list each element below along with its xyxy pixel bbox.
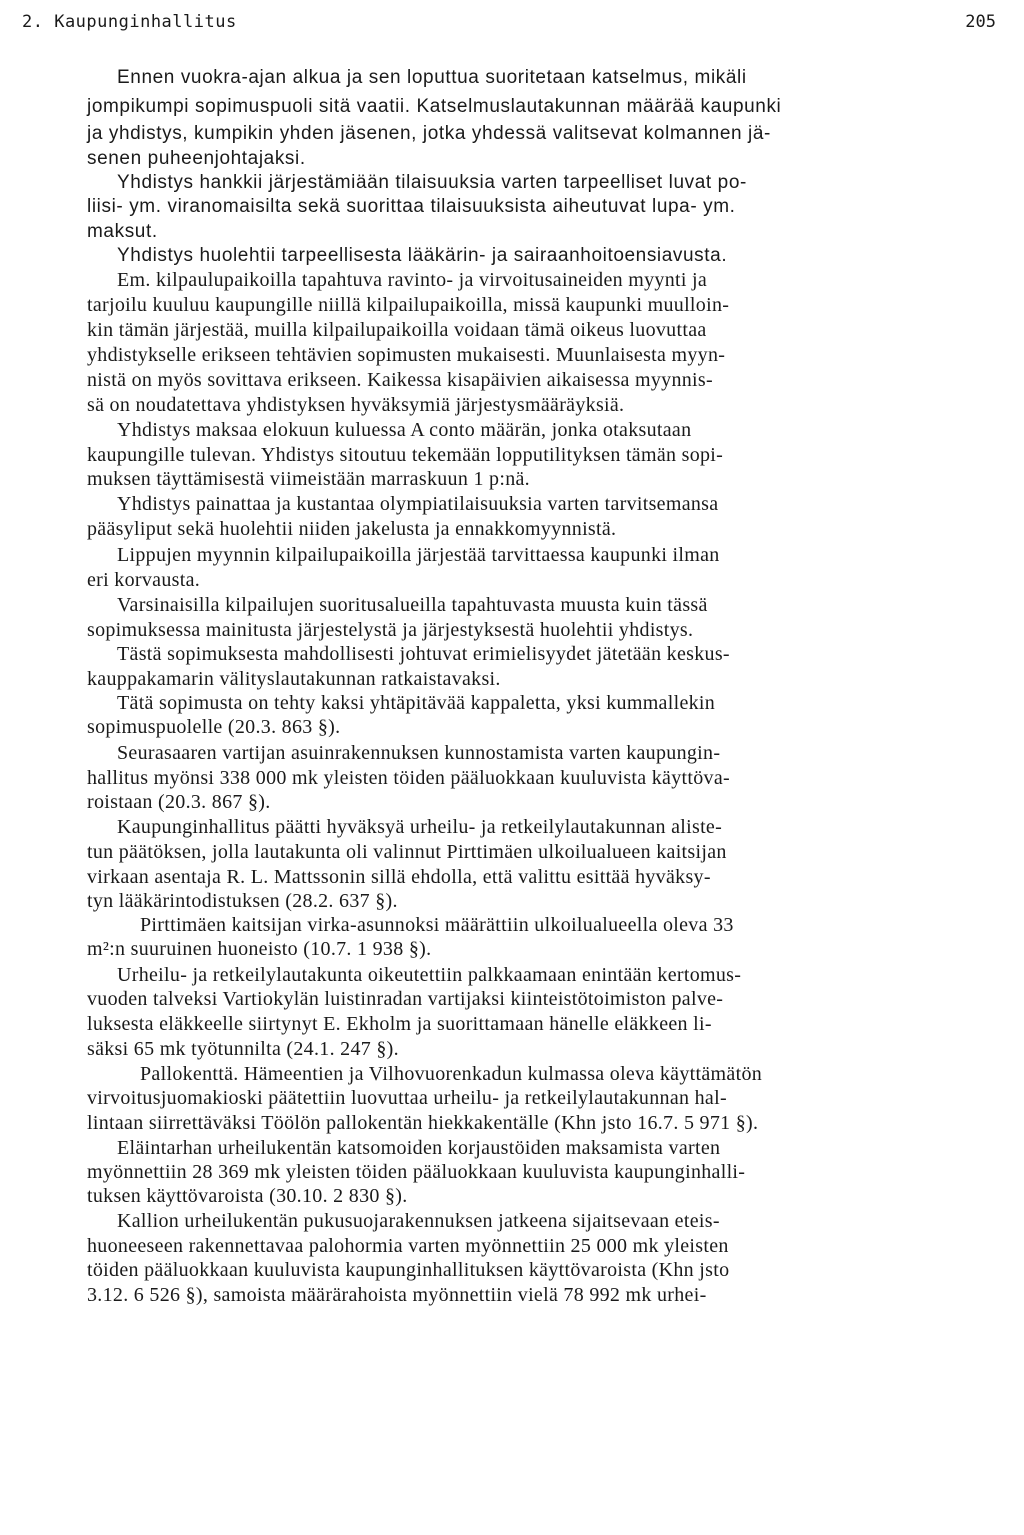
text-line: vuoden talveksi Vartiokylän luistinradan vartijaksi kiinteistötoimiston palve- <box>87 988 724 1010</box>
text-line: eri korvausta. <box>87 569 201 591</box>
text-line: tarjoilu kuuluu kaupungille niillä kilpailupaikoilla, missä kaupunki muulloin- <box>87 294 730 316</box>
text-line: Yhdistys painattaa ja kustantaa olympiatilaisuuksia varten tarvitsemansa <box>117 493 719 515</box>
text-line: säksi 65 mk työtunnilta (24.1. 247 §). <box>87 1038 399 1060</box>
text-line: Seurasaaren vartijan asuinrakennuksen kunnostamista varten kaupungin- <box>117 742 721 764</box>
text-line: Ennen vuokra-ajan alkua ja sen loputtua suoritetaan katselmus, mikäli <box>117 67 747 88</box>
text-line: kauppakamarin välityslautakunnan ratkaistavaksi. <box>87 668 501 690</box>
text-line: ja yhdistys, kumpikin yhden jäsenen, jotka yhdessä valitsevat kolmannen jä- <box>87 123 771 144</box>
text-line: Lippujen myynnin kilpailupaikoilla järjestää tarvittaessa kaupunki ilman <box>117 544 720 566</box>
text-line: maksut. <box>87 221 158 242</box>
text-line: Pallokenttä. Hämeentien ja Vilhovuorenkadun kulmassa oleva käyttämätön <box>140 1063 763 1085</box>
text-line: huoneeseen rakennettavaa palohormia varten myönnettiin 25 000 mk yleisten <box>87 1235 729 1257</box>
text-line: Yhdistys hankkii järjestämiään tilaisuuksia varten tarpeelliset luvat po- <box>117 172 747 193</box>
text-line: Varsinaisilla kilpailujen suoritusalueilla tapahtuvasta muusta kuin tässä <box>117 594 708 616</box>
text-line: liisi- ym. viranomaisilta sekä suorittaa tilaisuuksista aiheutuvat lupa- ym. <box>87 196 736 217</box>
text-line: roistaan (20.3. 867 §). <box>87 791 271 813</box>
text-line: Kaupunginhallitus päätti hyväksyä urheilu- ja retkeilylautakunnan aliste- <box>117 816 723 838</box>
text-line: lintaan siirrettäväksi Töölön pallokentän hiekkakentälle (Khn jsto 16.7. 5 971 §). <box>87 1112 759 1134</box>
text-line: Kallion urheilukentän pukusuojarakennuksen jatkeena sijaitsevaan eteis- <box>117 1210 720 1232</box>
text-line: 3.12. 6 526 §), samoista määrärahoista myönnettiin vielä 78 992 mk urhei- <box>87 1284 707 1306</box>
page-number: 205 <box>965 12 996 32</box>
running-head: 2. Kaupunginhallitus <box>22 12 237 32</box>
text-line: Yhdistys huolehtii tarpeellisesta lääkärin- ja sairaanhoitoensiavusta. <box>117 245 728 266</box>
text-line: jompikumpi sopimuspuoli sitä vaatii. Katselmuslautakunnan määrää kaupunki <box>87 96 782 117</box>
text-line: hallitus myönsi 338 000 mk yleisten töiden pääluokkaan kuuluvista käyttöva- <box>87 767 730 789</box>
text-line: töiden pääluokkaan kuuluvista kaupunginhallituksen käyttövaroista (Khn jsto <box>87 1259 730 1281</box>
text-line: kaupungille tulevan. Yhdistys sitoutuu tekemään lopputilityksen tämän sopi- <box>87 444 724 466</box>
text-line: Yhdistys maksaa elokuun kuluessa A conto määrän, jonka otaksutaan <box>117 419 692 441</box>
text-line: Em. kilpaulupaikoilla tapahtuva ravinto- ja virvoitusaineiden myynti ja <box>117 269 708 291</box>
text-line: nistä on myös sovittava erikseen. Kaikessa kisapäivien aikaisessa myynnis- <box>87 369 713 391</box>
text-line: Eläintarhan urheilukentän katsomoiden korjaustöiden maksamista varten <box>117 1137 721 1159</box>
text-line: Tätä sopimusta on tehty kaksi yhtäpitävää kappaletta, yksi kummallekin <box>117 692 716 714</box>
text-line: muksen täyttämisestä viimeistään marraskuun 1 p:nä. <box>87 468 530 490</box>
text-line: Pirttimäen kaitsijan virka-asunnoksi määrättiin ulkoilualueella oleva 33 <box>140 914 734 936</box>
text-line: tuksen käyttövaroista (30.10. 2 830 §). <box>87 1185 408 1207</box>
text-line: sopimuksessa mainitusta järjestelystä ja järjestyksestä huolehtii yhdistys. <box>87 619 694 641</box>
text-line: myönnettiin 28 369 mk yleisten töiden pääluokkaan kuuluvista kaupunginhalli- <box>87 1161 746 1183</box>
text-line: sä on noudatettava yhdistyksen hyväksymiä järjestysmääräyksiä. <box>87 394 625 416</box>
text-line: sopimuspuolelle (20.3. 863 §). <box>87 716 341 738</box>
text-line: virvoitusjuomakioski päätettiin luovuttaa urheilu- ja retkeilylautakunnan hal- <box>87 1087 727 1109</box>
text-line: pääsyliput sekä huolehtii niiden jakelusta ja ennakkomyynnistä. <box>87 518 617 540</box>
text-line: luksesta eläkkeelle siirtynyt E. Ekholm ja suorittamaan hänelle eläkkeen li- <box>87 1013 712 1035</box>
text-line: tyn lääkärintodistuksen (28.2. 637 §). <box>87 890 398 912</box>
text-line: tun päätöksen, jolla lautakunta oli valinnut Pirttimäen ulkoilualueen kaitsijan <box>87 841 727 863</box>
text-line: Urheilu- ja retkeilylautakunta oikeutettiin palkkaamaan enintään kertomus- <box>117 964 742 986</box>
text-line: kin tämän järjestää, muilla kilpailupaikoilla voidaan tämä oikeus luovuttaa <box>87 319 707 341</box>
text-line: m²:n suuruinen huoneisto (10.7. 1 938 §). <box>87 938 432 960</box>
text-line: yhdistykselle erikseen tehtävien sopimusten mukaisesti. Muunlaisesta myyn- <box>87 344 726 366</box>
text-line: virkaan asentaja R. L. Mattssonin sillä ehdolla, että valittu esittää hyväksy- <box>87 866 711 888</box>
text-line: Tästä sopimuksesta mahdollisesti johtuvat erimielisyydet jätetään keskus- <box>117 643 730 665</box>
text-line: senen puheenjohtajaksi. <box>87 148 306 169</box>
